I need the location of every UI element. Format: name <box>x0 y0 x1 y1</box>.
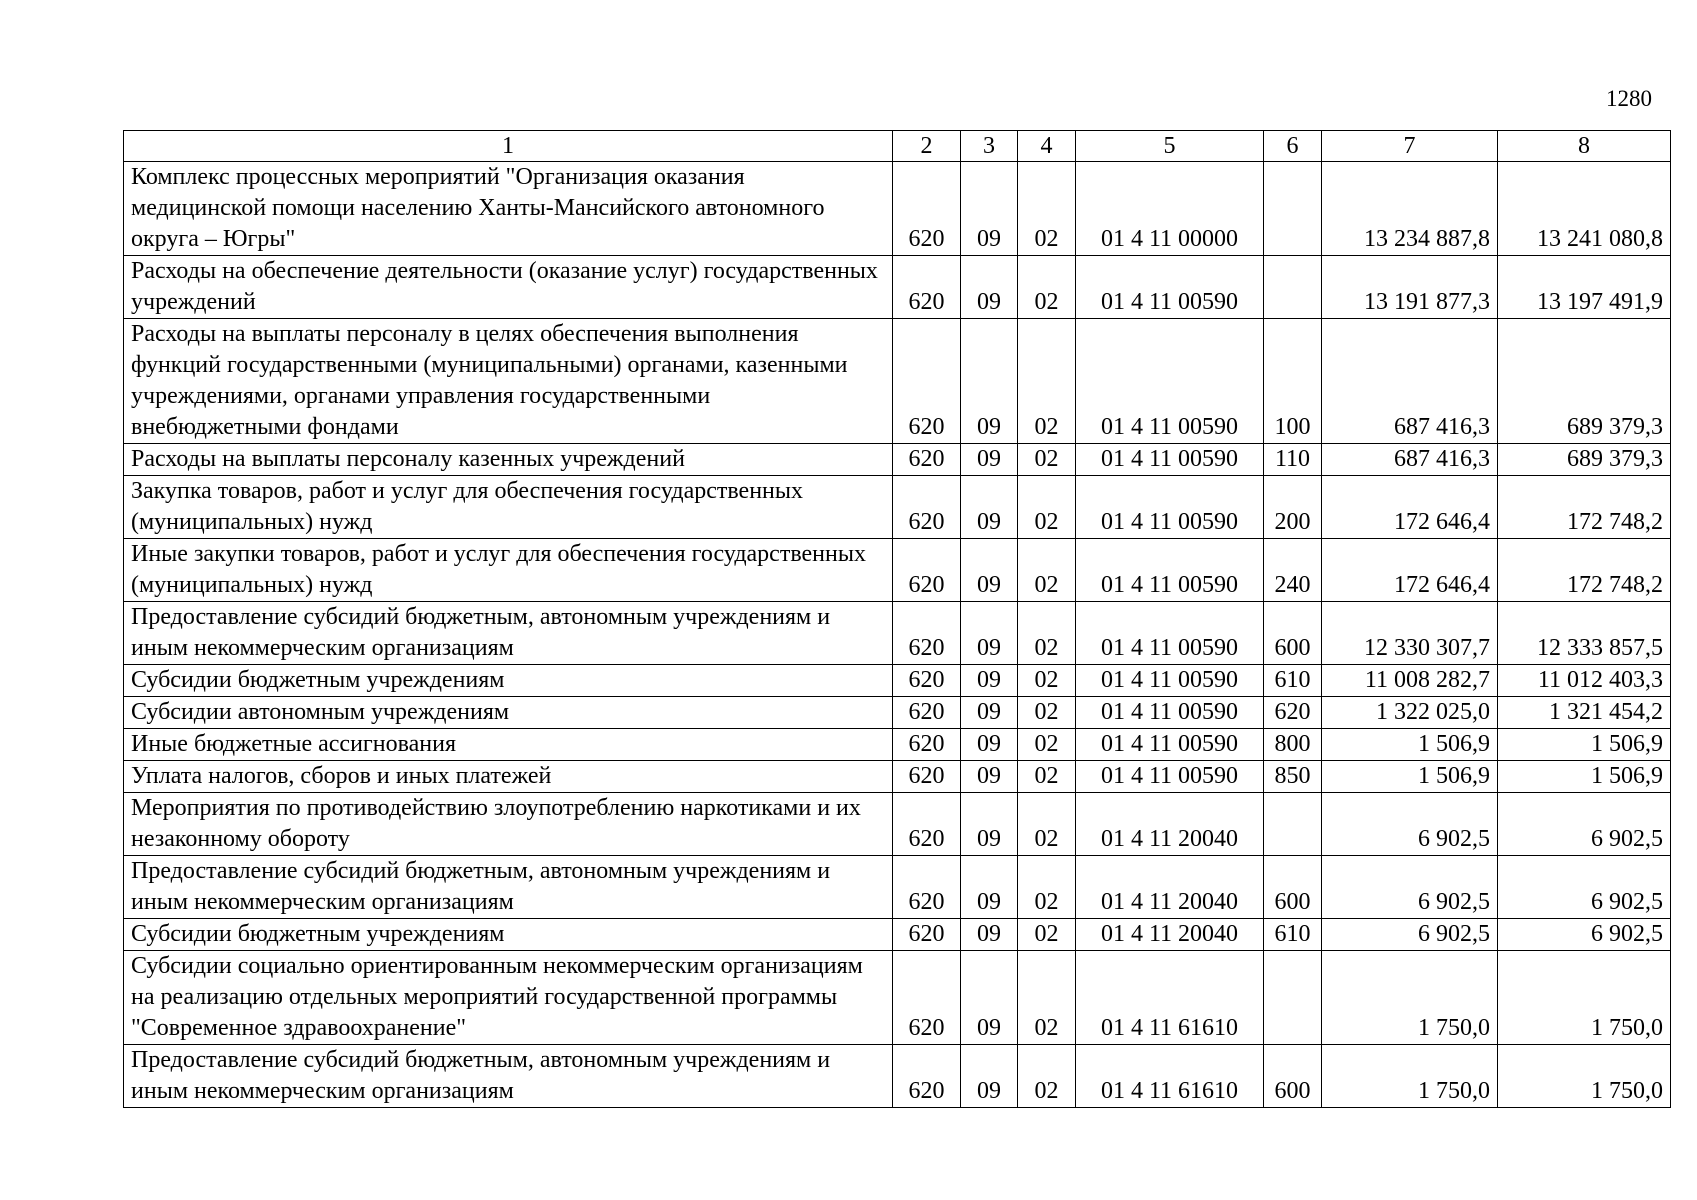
row-section-cell: 09 <box>961 729 1018 761</box>
row-code-cell: 620 <box>893 856 961 919</box>
row-section-cell: 09 <box>961 856 1018 919</box>
row-name-cell: Предоставление субсидий бюджетным, автономным учреждениям и иным некоммерческим организациям <box>124 856 893 919</box>
row-expense-type-cell <box>1264 793 1322 856</box>
row-code-cell: 620 <box>893 761 961 793</box>
row-section-cell: 09 <box>961 697 1018 729</box>
row-subsection-cell: 02 <box>1018 697 1076 729</box>
row-expense-type-cell: 800 <box>1264 729 1322 761</box>
table-row <box>124 539 1671 602</box>
row-subsection-cell: 02 <box>1018 539 1076 602</box>
row-amount-cell: 689 379,3 <box>1498 319 1671 444</box>
table-row <box>124 1045 1671 1108</box>
row-name-cell: Субсидии бюджетным учреждениям <box>124 919 893 951</box>
row-code-cell: 620 <box>893 256 961 319</box>
row-section-cell: 09 <box>961 602 1018 665</box>
table-row <box>124 919 1671 951</box>
row-subsection-cell: 02 <box>1018 665 1076 697</box>
column-header: 1 <box>124 131 893 162</box>
table-row <box>124 476 1671 539</box>
row-code-cell: 620 <box>893 602 961 665</box>
row-target-article-cell: 01 4 11 00590 <box>1076 444 1264 476</box>
row-expense-type-cell: 110 <box>1264 444 1322 476</box>
table-row <box>124 602 1671 665</box>
row-code-cell: 620 <box>893 319 961 444</box>
row-section-cell: 09 <box>961 793 1018 856</box>
row-amount-cell: 1 506,9 <box>1498 761 1671 793</box>
row-code-cell: 620 <box>893 444 961 476</box>
row-code-cell: 620 <box>893 697 961 729</box>
row-section-cell: 09 <box>961 951 1018 1045</box>
row-amount-cell: 6 902,5 <box>1322 919 1498 951</box>
row-amount-cell: 13 234 887,8 <box>1322 162 1498 256</box>
table-header-row <box>124 131 1671 162</box>
row-target-article-cell: 01 4 11 00590 <box>1076 319 1264 444</box>
row-amount-cell: 1 750,0 <box>1322 951 1498 1045</box>
row-code-cell: 620 <box>893 476 961 539</box>
table-row <box>124 319 1671 444</box>
row-section-cell: 09 <box>961 761 1018 793</box>
row-expense-type-cell: 600 <box>1264 1045 1322 1108</box>
budget-table <box>123 130 1671 1108</box>
row-code-cell: 620 <box>893 539 961 602</box>
row-name-cell: Комплекс процессных мероприятий "Организация оказания медицинской помощи населению Ханты-Мансийского автономного округа – Югры" <box>124 162 893 256</box>
row-amount-cell: 172 748,2 <box>1498 539 1671 602</box>
row-target-article-cell: 01 4 11 00590 <box>1076 697 1264 729</box>
row-section-cell: 09 <box>961 919 1018 951</box>
table-row <box>124 162 1671 256</box>
row-subsection-cell: 02 <box>1018 256 1076 319</box>
row-name-cell: Расходы на выплаты персоналу казенных учреждений <box>124 444 893 476</box>
row-amount-cell: 6 902,5 <box>1498 919 1671 951</box>
row-target-article-cell: 01 4 11 20040 <box>1076 919 1264 951</box>
row-name-cell: Предоставление субсидий бюджетным, автономным учреждениям и иным некоммерческим организациям <box>124 602 893 665</box>
row-subsection-cell: 02 <box>1018 444 1076 476</box>
row-amount-cell: 6 902,5 <box>1322 793 1498 856</box>
row-amount-cell: 689 379,3 <box>1498 444 1671 476</box>
row-code-cell: 620 <box>893 665 961 697</box>
row-section-cell: 09 <box>961 319 1018 444</box>
row-target-article-cell: 01 4 11 00590 <box>1076 256 1264 319</box>
row-amount-cell: 6 902,5 <box>1498 856 1671 919</box>
page-number: 1280 <box>1606 86 1652 111</box>
row-name-cell: Предоставление субсидий бюджетным, автономным учреждениям и иным некоммерческим организациям <box>124 1045 893 1108</box>
row-target-article-cell: 01 4 11 00590 <box>1076 729 1264 761</box>
row-code-cell: 620 <box>893 951 961 1045</box>
table-row <box>124 697 1671 729</box>
row-expense-type-cell: 240 <box>1264 539 1322 602</box>
row-expense-type-cell: 620 <box>1264 697 1322 729</box>
row-subsection-cell: 02 <box>1018 1045 1076 1108</box>
row-subsection-cell: 02 <box>1018 761 1076 793</box>
row-subsection-cell: 02 <box>1018 951 1076 1045</box>
row-amount-cell: 1 506,9 <box>1322 761 1498 793</box>
table-row <box>124 256 1671 319</box>
row-amount-cell: 13 241 080,8 <box>1498 162 1671 256</box>
row-amount-cell: 172 748,2 <box>1498 476 1671 539</box>
table-row <box>124 856 1671 919</box>
row-code-cell: 620 <box>893 162 961 256</box>
table-row <box>124 665 1671 697</box>
row-amount-cell: 1 506,9 <box>1498 729 1671 761</box>
column-header: 3 <box>961 131 1018 162</box>
row-name-cell: Субсидии автономным учреждениям <box>124 697 893 729</box>
row-section-cell: 09 <box>961 1045 1018 1108</box>
row-subsection-cell: 02 <box>1018 602 1076 665</box>
row-name-cell: Расходы на обеспечение деятельности (оказание услуг) государственных учреждений <box>124 256 893 319</box>
row-section-cell: 09 <box>961 665 1018 697</box>
row-amount-cell: 1 506,9 <box>1322 729 1498 761</box>
row-target-article-cell: 01 4 11 00590 <box>1076 665 1264 697</box>
row-amount-cell: 687 416,3 <box>1322 319 1498 444</box>
row-code-cell: 620 <box>893 1045 961 1108</box>
row-target-article-cell: 01 4 11 20040 <box>1076 856 1264 919</box>
row-target-article-cell: 01 4 11 00590 <box>1076 761 1264 793</box>
row-subsection-cell: 02 <box>1018 162 1076 256</box>
row-target-article-cell: 01 4 11 61610 <box>1076 1045 1264 1108</box>
row-name-cell: Иные бюджетные ассигнования <box>124 729 893 761</box>
row-amount-cell: 6 902,5 <box>1498 793 1671 856</box>
row-code-cell: 620 <box>893 793 961 856</box>
table-row <box>124 729 1671 761</box>
row-subsection-cell: 02 <box>1018 319 1076 444</box>
row-section-cell: 09 <box>961 444 1018 476</box>
row-section-cell: 09 <box>961 539 1018 602</box>
row-amount-cell: 1 750,0 <box>1322 1045 1498 1108</box>
row-amount-cell: 172 646,4 <box>1322 539 1498 602</box>
table-row <box>124 793 1671 856</box>
row-amount-cell: 1 750,0 <box>1498 951 1671 1045</box>
row-amount-cell: 1 322 025,0 <box>1322 697 1498 729</box>
row-expense-type-cell: 100 <box>1264 319 1322 444</box>
row-expense-type-cell: 610 <box>1264 919 1322 951</box>
table-row <box>124 761 1671 793</box>
row-name-cell: Уплата налогов, сборов и иных платежей <box>124 761 893 793</box>
row-amount-cell: 13 191 877,3 <box>1322 256 1498 319</box>
row-subsection-cell: 02 <box>1018 793 1076 856</box>
row-subsection-cell: 02 <box>1018 856 1076 919</box>
row-name-cell: Закупка товаров, работ и услуг для обеспечения государственных (муниципальных) нужд <box>124 476 893 539</box>
row-expense-type-cell <box>1264 951 1322 1045</box>
row-amount-cell: 172 646,4 <box>1322 476 1498 539</box>
row-name-cell: Расходы на выплаты персоналу в целях обеспечения выполнения функций государственными (муниципальными) органами, казенными учреждениями, органами управления государственными внебюджетными фондами <box>124 319 893 444</box>
row-name-cell: Субсидии социально ориентированным некоммерческим организациям на реализацию отдельных мероприятий государственной программы "Современное здравоохранение" <box>124 951 893 1045</box>
row-expense-type-cell: 600 <box>1264 856 1322 919</box>
row-expense-type-cell: 610 <box>1264 665 1322 697</box>
row-subsection-cell: 02 <box>1018 919 1076 951</box>
row-expense-type-cell <box>1264 162 1322 256</box>
row-name-cell: Субсидии бюджетным учреждениям <box>124 665 893 697</box>
row-subsection-cell: 02 <box>1018 729 1076 761</box>
row-amount-cell: 687 416,3 <box>1322 444 1498 476</box>
row-expense-type-cell: 600 <box>1264 602 1322 665</box>
row-amount-cell: 1 321 454,2 <box>1498 697 1671 729</box>
table-row <box>124 951 1671 1045</box>
row-expense-type-cell: 200 <box>1264 476 1322 539</box>
column-header: 7 <box>1322 131 1498 162</box>
row-amount-cell: 6 902,5 <box>1322 856 1498 919</box>
row-expense-type-cell: 850 <box>1264 761 1322 793</box>
row-target-article-cell: 01 4 11 00590 <box>1076 602 1264 665</box>
row-section-cell: 09 <box>961 162 1018 256</box>
row-target-article-cell: 01 4 11 20040 <box>1076 793 1264 856</box>
row-section-cell: 09 <box>961 256 1018 319</box>
column-header: 5 <box>1076 131 1264 162</box>
column-header: 8 <box>1498 131 1671 162</box>
row-target-article-cell: 01 4 11 00590 <box>1076 476 1264 539</box>
row-amount-cell: 11 012 403,3 <box>1498 665 1671 697</box>
row-subsection-cell: 02 <box>1018 476 1076 539</box>
row-target-article-cell: 01 4 11 61610 <box>1076 951 1264 1045</box>
row-amount-cell: 11 008 282,7 <box>1322 665 1498 697</box>
column-header: 6 <box>1264 131 1322 162</box>
row-expense-type-cell <box>1264 256 1322 319</box>
row-section-cell: 09 <box>961 476 1018 539</box>
column-header: 4 <box>1018 131 1076 162</box>
row-target-article-cell: 01 4 11 00590 <box>1076 539 1264 602</box>
row-name-cell: Иные закупки товаров, работ и услуг для обеспечения государственных (муниципальных) нужд <box>124 539 893 602</box>
table-row <box>124 444 1671 476</box>
row-amount-cell: 1 750,0 <box>1498 1045 1671 1108</box>
row-amount-cell: 12 333 857,5 <box>1498 602 1671 665</box>
row-amount-cell: 12 330 307,7 <box>1322 602 1498 665</box>
row-amount-cell: 13 197 491,9 <box>1498 256 1671 319</box>
column-header: 2 <box>893 131 961 162</box>
row-code-cell: 620 <box>893 729 961 761</box>
row-code-cell: 620 <box>893 919 961 951</box>
row-target-article-cell: 01 4 11 00000 <box>1076 162 1264 256</box>
row-name-cell: Мероприятия по противодействию злоупотреблению наркотиками и их незаконному обороту <box>124 793 893 856</box>
